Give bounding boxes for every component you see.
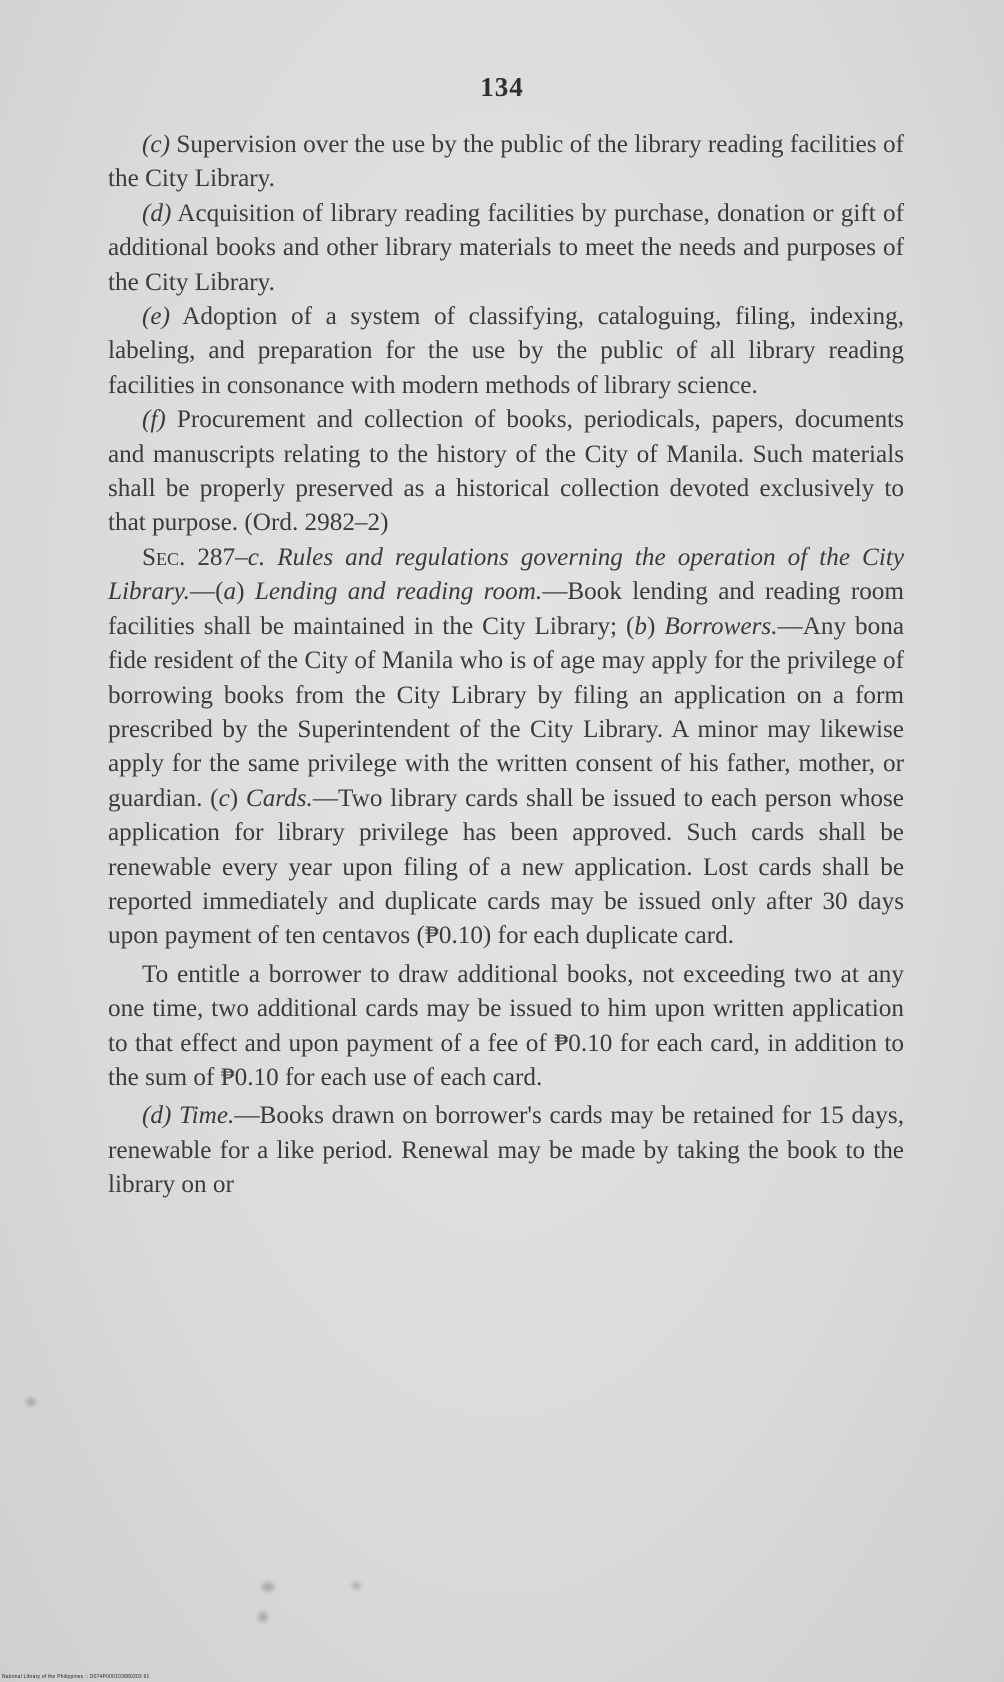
item-label-d: (d) xyxy=(142,199,172,227)
page-number: 134 xyxy=(480,72,524,102)
paragraph-c xyxy=(108,128,904,197)
item-label-e: (e) xyxy=(142,303,170,331)
subsection-c-label: c xyxy=(218,784,230,812)
section-287c xyxy=(108,541,904,954)
paragraph-f xyxy=(108,403,904,541)
item-label-time: (d) xyxy=(142,1102,172,1130)
section-dash-a: —( xyxy=(189,578,224,606)
section-title: . Rules and regulations governing the operation of the City Library. xyxy=(108,543,905,606)
subsection-a-label: a xyxy=(223,578,237,606)
subsection-c-close: ) xyxy=(229,784,246,812)
smudge-mark xyxy=(26,1398,36,1406)
paragraph-e-text: Adoption of a system of classifying, cataloguing, filing, indexing, labeling, and preparation for the use by the public of all library reading facilities in consonance with modern methods of library science. xyxy=(108,303,904,399)
section-letter: c xyxy=(247,543,259,571)
paragraph-f-text: Procurement and collection of books, periodicals, papers, documents and manuscripts relating to the history of the City of Manila. Such materials shall be properly preserved as a historical collection devoted exclusively to that purpose. (Ord. 2982–2) xyxy=(108,406,904,537)
paragraph-e xyxy=(108,300,904,403)
subsection-c-title: Cards. xyxy=(245,784,313,812)
subsection-b-close: ) xyxy=(647,612,665,640)
time-title: Time. xyxy=(179,1102,235,1130)
paragraph-additional-cards: To entitle a borrower to draw additional books, not exceeding two at any one time, two additional cards may be issued to him upon written application to that effect and upon payment of a fee of ₱0.10 for each card, in addition to the sum of ₱0.10 for each use of each card. xyxy=(108,960,904,1091)
subsection-a-title: Lending and reading room. xyxy=(254,578,543,606)
smudge-mark xyxy=(258,1612,268,1622)
paragraph-d xyxy=(108,197,904,300)
paragraph-time xyxy=(108,1099,904,1202)
footer-watermark: National Library of the Philippines :: D074P000103880203 91 xyxy=(2,1674,150,1680)
smudge-mark xyxy=(352,1582,361,1589)
section-number: 287– xyxy=(185,543,248,571)
item-label-c: (c) xyxy=(142,131,170,158)
paragraph-d-text: Acquisition of library reading facilities by purchase, donation or gift of additional books and other library materials to meet the needs and purposes of the City Library. xyxy=(108,199,904,296)
subsection-b-text: —Any bona fide resident of the City of Manila who is of age may apply for the privilege of borrowing books from the City Library by filing an application on a form prescribed by the Superintendent of the City Library. A minor may likewise apply for the same privilege with the written consent of his father, mother, or guardian. ( xyxy=(108,612,904,812)
subsection-b-label: b xyxy=(634,612,647,640)
item-label-f: (f) xyxy=(142,406,166,434)
subsection-a-close: ) xyxy=(236,578,255,606)
section-label: Sec. xyxy=(142,543,186,571)
subsection-a-text: —Book lending and reading room facilities shall be maintained in the City Library; ( xyxy=(108,578,904,640)
paragraph-c-text: Supervision over the use by the public of the library reading facilities of the City Library. xyxy=(108,131,904,193)
time-text: —Books drawn on borrower's cards may be retained for 15 days, renewable for a like period. Renewal may be made by taking the book to the library on or xyxy=(108,1102,904,1199)
subsection-b-title: Borrowers. xyxy=(664,612,778,640)
subsection-c-text: —Two library cards shall be issued to each person whose application for library privilege has been approved. Such cards shall be renewable every year upon filing of a new application. Lost cards shall be reported immediately and duplicate cards may be issued only after 30 days upon payment of ten centavos (₱0.10) for each duplicate card. xyxy=(108,784,904,950)
smudge-mark xyxy=(262,1582,274,1592)
body-text xyxy=(108,128,904,1203)
